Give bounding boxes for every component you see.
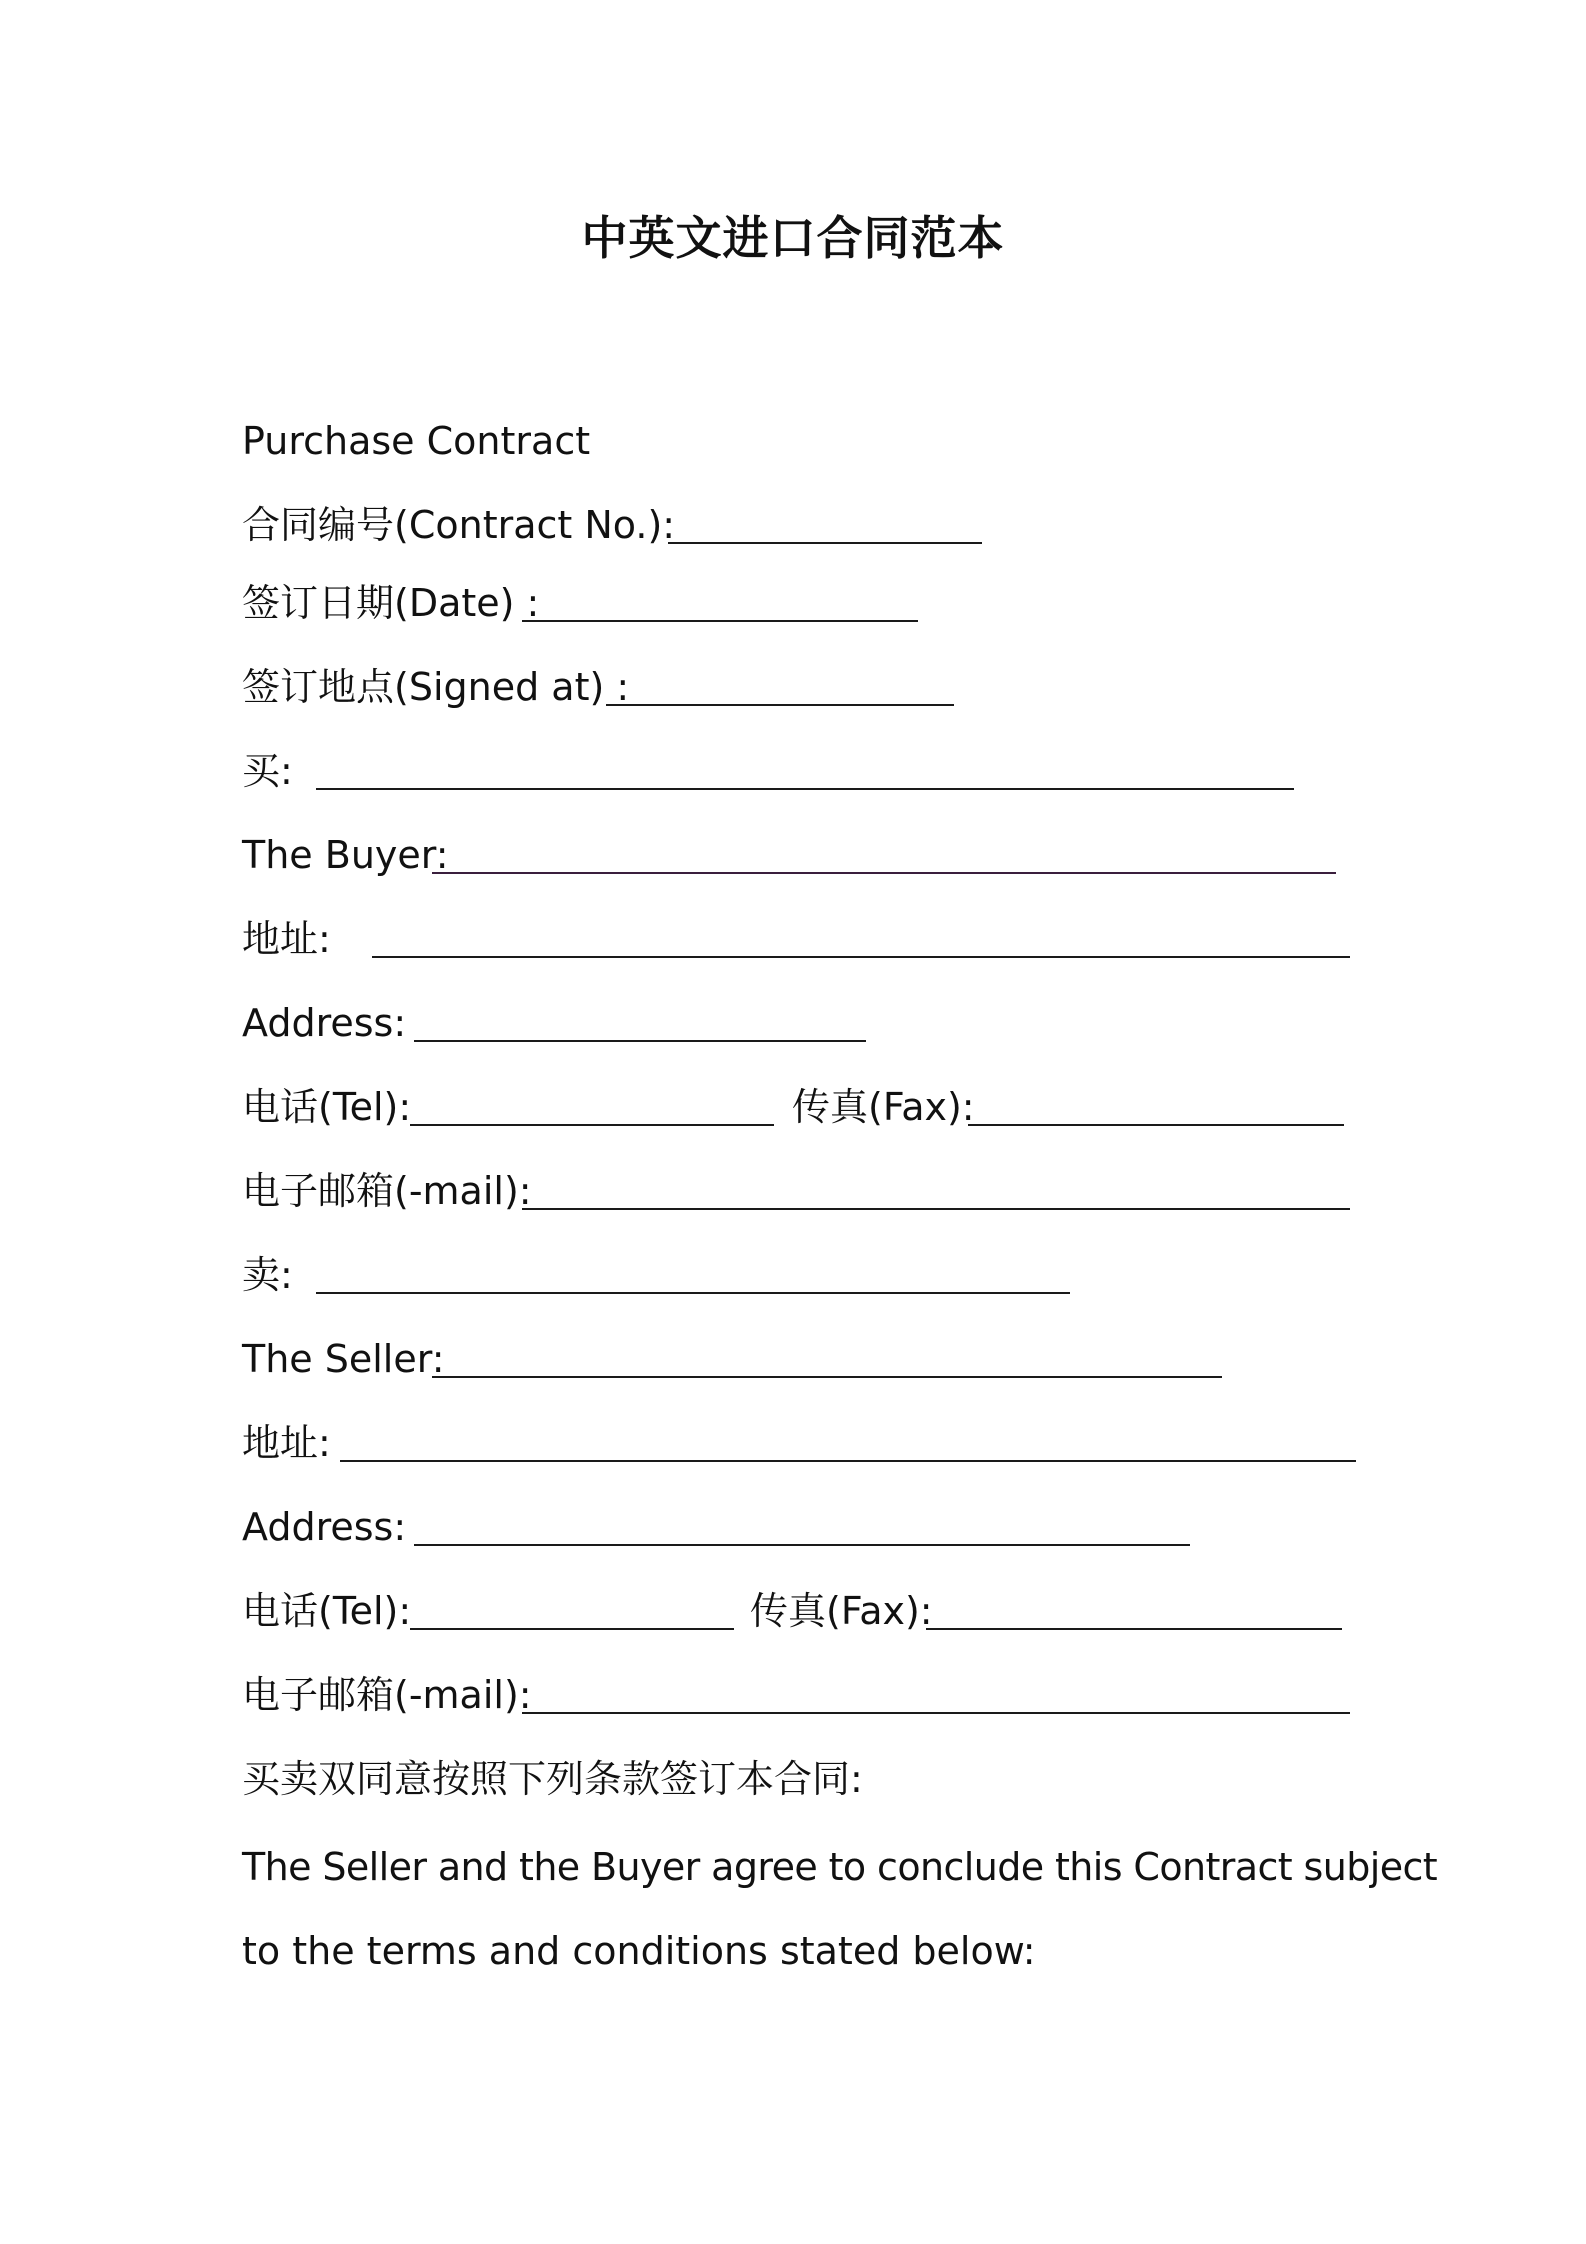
buyer-address-cn-field[interactable] — [372, 956, 1350, 958]
document-title: 中英文进口合同范本 — [581, 211, 1005, 265]
buyer-address-en-label: Address: — [242, 1001, 407, 1045]
buyer-email-field[interactable] — [522, 1208, 1350, 1210]
seller-en-field[interactable] — [432, 1376, 1222, 1378]
seller-address-cn-label: 地址: — [242, 1421, 331, 1465]
buyer-tel-field[interactable] — [410, 1124, 774, 1126]
agreement-en-line2: to the terms and conditions stated below: — [242, 1929, 1036, 1973]
seller-tel-label: 电话(Tel): — [242, 1589, 412, 1633]
buyer-address-cn-label: 地址: — [242, 917, 331, 961]
buyer-en-field[interactable] — [432, 872, 1336, 874]
seller-cn-field[interactable] — [316, 1292, 1070, 1294]
seller-fax-label: 传真(Fax): — [750, 1589, 933, 1633]
signed-at-label: 签订地点(Signed at) : — [242, 665, 630, 709]
seller-address-cn-field[interactable] — [340, 1460, 1356, 1462]
agreement-cn: 买卖双同意按照下列条款签订本合同: — [242, 1757, 863, 1801]
buyer-en-label: The Buyer: — [242, 833, 449, 877]
buyer-fax-label: 传真(Fax): — [792, 1085, 975, 1129]
contract-no-field[interactable] — [668, 542, 982, 544]
contract-subtitle: Purchase Contract — [242, 419, 591, 463]
buyer-fax-field[interactable] — [968, 1124, 1344, 1126]
date-field[interactable] — [522, 620, 918, 622]
contract-no-label: 合同编号(Contract No.): — [242, 503, 676, 547]
seller-en-label: The Seller: — [242, 1337, 445, 1381]
seller-cn-label: 卖: — [242, 1253, 293, 1297]
seller-address-en-field[interactable] — [414, 1544, 1190, 1546]
seller-email-label: 电子邮箱(-mail): — [242, 1673, 532, 1717]
buyer-cn-label: 买: — [242, 749, 293, 793]
seller-tel-field[interactable] — [410, 1628, 734, 1630]
seller-fax-field[interactable] — [926, 1628, 1342, 1630]
buyer-address-en-field[interactable] — [414, 1040, 866, 1042]
buyer-email-label: 电子邮箱(-mail): — [242, 1169, 532, 1213]
seller-address-en-label: Address: — [242, 1505, 407, 1549]
agreement-en-line1: The Seller and the Buyer agree to conclude this Contract subject — [242, 1845, 1438, 1889]
date-label: 签订日期(Date) : — [242, 581, 540, 625]
buyer-tel-label: 电话(Tel): — [242, 1085, 412, 1129]
signed-at-field[interactable] — [606, 704, 954, 706]
seller-email-field[interactable] — [522, 1712, 1350, 1714]
buyer-cn-field[interactable] — [316, 788, 1294, 790]
